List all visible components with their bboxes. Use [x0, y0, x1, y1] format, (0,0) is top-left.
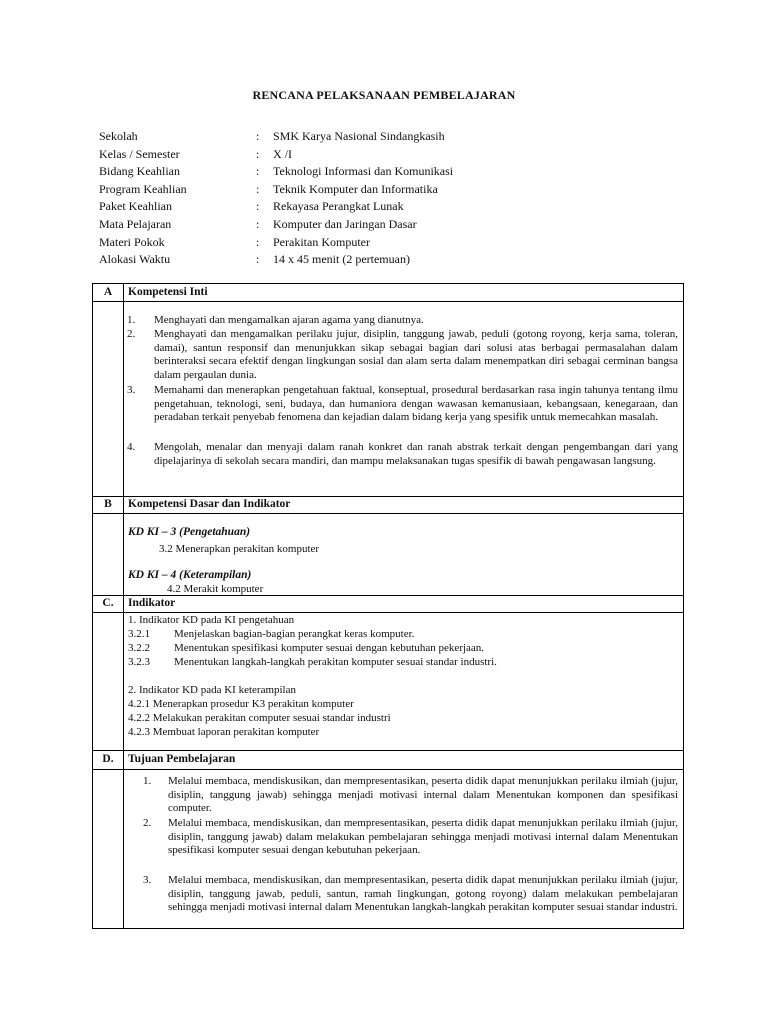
meta-label: Kelas / Semester [99, 146, 180, 161]
ki-text: Mengolah, menalar dan menyaji dalam ranah konkret dan ranah abstrak terkait dengan pengembangan dari yang dipelajarinya di sekolah secara mandiri, dan mampu melaksanakan tugas spesifik di bawah pengawasan langsung. [154, 441, 678, 467]
meta-label: Program Keahlian [99, 181, 187, 196]
meta-colon: : [256, 216, 260, 231]
meta-colon: : [256, 146, 260, 161]
meta-value: Komputer dan Jaringan Dasar [273, 216, 417, 231]
meta-label: Mata Pelajaran [99, 216, 172, 231]
meta-colon: : [256, 129, 260, 143]
ki-number: 4. [127, 441, 136, 453]
meta-label: Paket Keahlian [99, 199, 172, 214]
indikator-group-1: 1. Indikator KD pada KI pengetahuan [128, 614, 295, 626]
meta-value: 14 x 45 menit (2 pertemuan) [273, 252, 410, 267]
ki-number: 2. [127, 328, 136, 340]
column-divider [123, 284, 124, 928]
kd-ki4-item: 4.2 Merakit komputer [167, 583, 264, 595]
kd-ki3-heading: KD KI – 3 (Pengetahuan) [128, 526, 251, 538]
meta-value: Teknik Komputer dan Informatika [273, 181, 438, 196]
meta-label: Bidang Keahlian [99, 164, 180, 179]
tujuan-text: Melalui membaca, mendiskusikan, dan mempresentasikan, peserta didik dapat menunjukkan perilaku ilmiah (jujur, disiplin, tanggung jawab) dalam melakukan pembelajaran sehingga menjadi motivasi internal dalam Menentukan spesifikasi komputer sesuai dengan kebutuhan pekerjaan. [168, 817, 678, 857]
ki-number: 1. [127, 314, 136, 326]
ki-text: Memahami dan menerapkan pengetahuan faktual, konseptual, prosedural berdasarkan rasa ingin tahunya tentang ilmu pengetahuan, teknologi, seni, budaya, dan humaniora dengan wawasan kemanusiaan, kebangsaan, kenegaraan, dan peradaban terkait penyebab fenomena dan kejadian dalam bidang kerja yang spesifik untuk memecahkan masalah. [154, 384, 678, 424]
ki-text: Menghayati dan mengamalkan ajaran agama yang dianutnya. [154, 314, 424, 326]
indikator-number: 3.2.3 [128, 656, 150, 668]
section-a-heading: Kompetensi Inti [128, 286, 208, 298]
row-divider [93, 750, 683, 751]
section-d-heading: Tujuan Pembelajaran [128, 753, 236, 765]
meta-colon: : [256, 252, 260, 267]
section-b-letter: B [104, 498, 112, 510]
meta-value: SMK Karya Nasional Sindangkasih [273, 129, 445, 143]
row-divider [93, 769, 683, 770]
tujuan-text: Melalui membaca, mendiskusikan, dan mempresentasikan, peserta didik dapat menunjukkan perilaku ilmiah (jujur, disiplin, tanggung jawab) sehingga menjadi motivasi internal dalam Menentukan komponen dan spesifikasi computer. [168, 775, 678, 815]
tujuan-text: Melalui membaca, mendiskusikan, dan mempresentasikan, peserta didik dapat menunjukkan perilaku ilmiah (jujur, disiplin, tanggung jawab, peduli, santun, ramah lingkungan, gotong royong) dalam melakukan pembelajaran sehingga menjadi motivasi internal dalam Menentukan langkah-langkah perakitan komputer sesuai standar industri. [168, 874, 678, 914]
indikator-item: 4.2.2 Melakukan perakitan computer sesuai standar industri [128, 712, 391, 724]
row-divider [93, 301, 683, 302]
section-a-letter: A [103, 286, 113, 298]
meta-colon: : [256, 181, 260, 196]
section-c-heading: Indikator [128, 597, 176, 609]
tujuan-number: 2. [143, 817, 152, 829]
meta-value: Teknologi Informasi dan Komunikasi [273, 164, 454, 179]
ki-number: 3. [127, 384, 136, 396]
ki-text: Menghayati dan mengamalkan perilaku jujur, disiplin, tanggung jawab, peduli (gotong royong, kerja sama, toleran, damai), santun responsif dan menunjukkan sikap sebagai bagian dari solusi atas berbagai permasalahan dalam berinteraksi secara efektif dengan lingkungan sosial dan alam serta dalam menempatkan diri sebagai cerminan bangsa dalam pergaulan dunia. [154, 328, 678, 381]
meta-colon: : [256, 234, 260, 249]
meta-label: Materi Pokok [99, 234, 165, 249]
content-table [92, 283, 684, 929]
meta-value: Perakitan Komputer [273, 234, 370, 249]
meta-colon: : [256, 164, 260, 179]
indikator-item: 4.2.3 Membuat laporan perakitan komputer [128, 726, 320, 738]
meta-label: Alokasi Waktu [99, 252, 171, 267]
section-b-heading: Kompetensi Dasar dan Indikator [128, 498, 291, 510]
row-divider [93, 496, 683, 497]
tujuan-number: 3. [143, 874, 152, 886]
section-d-letter: D. [102, 753, 114, 765]
kd-ki3-item: 3.2 Menerapkan perakitan komputer [159, 543, 320, 555]
row-divider [93, 513, 683, 514]
kd-ki4-heading: KD KI – 4 (Keterampilan) [128, 569, 252, 581]
indikator-text: Menentukan langkah-langkah perakitan komputer sesuai standar industri. [174, 656, 497, 668]
section-c-letter: C. [102, 597, 114, 609]
indikator-text: Menjelaskan bagian-bagian perangkat keras komputer. [174, 628, 415, 640]
indikator-item: 4.2.1 Menerapkan prosedur K3 perakitan komputer [128, 698, 354, 710]
meta-value: X /I [273, 146, 292, 161]
tujuan-number: 1. [143, 775, 152, 787]
meta-value: Rekayasa Perangkat Lunak [273, 199, 404, 214]
indikator-text: Menentukan spesifikasi komputer sesuai dengan kebutuhan pekerjaan. [174, 642, 485, 654]
indikator-number: 3.2.1 [128, 628, 150, 640]
meta-label: Sekolah [99, 129, 138, 143]
document-title: RENCANA PELAKSANAAN PEMBELAJARAN [252, 88, 516, 102]
meta-colon: : [256, 199, 260, 214]
indikator-number: 3.2.2 [128, 642, 150, 654]
indikator-group-2: 2. Indikator KD pada KI keterampilan [128, 684, 296, 696]
